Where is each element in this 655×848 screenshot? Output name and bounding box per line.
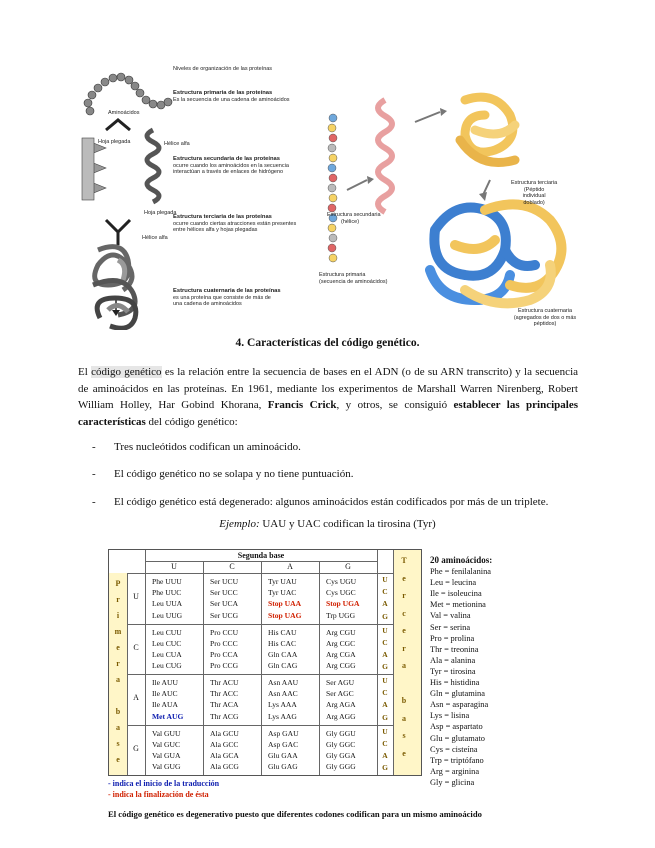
amino-acid-item: Gln = glutamina	[430, 689, 485, 699]
codon-cell: Arg CGG	[326, 661, 356, 671]
codon-cell: Stop UAA	[268, 599, 302, 609]
codon-cell: Leu UUA	[152, 599, 183, 609]
codon-cell: Cys UGC	[326, 588, 356, 598]
codon-cell: Ala GCA	[210, 750, 239, 760]
third-base-letter: G	[382, 662, 388, 672]
protein-3d-figure	[315, 80, 577, 335]
third-base-letter: U	[382, 575, 388, 584]
codon-cell: Leu CUC	[152, 638, 182, 648]
codon-cell: Arg AGA	[326, 700, 356, 710]
third-base-letter: C	[382, 738, 388, 748]
hoja-plegada-label-2: Hoja plegada	[144, 210, 177, 216]
grid-line	[145, 550, 146, 775]
amino-acid-item: Cys = cisteína	[430, 744, 478, 754]
codon-cell: Asp GAC	[268, 739, 299, 749]
grid-line	[203, 561, 204, 775]
helice-alfa-label: Hélice alfa	[164, 141, 190, 147]
third-base-letter: A	[382, 649, 388, 659]
primera-base-letter: e	[116, 755, 120, 764]
amino-acid-item: Asn = asparagina	[430, 700, 489, 710]
codon-cell: Ala GCC	[210, 739, 239, 749]
amino-acid-list-title: 20 aminoácidos:	[430, 555, 493, 565]
codon-cell: Arg CGU	[326, 627, 356, 637]
amino-acid-item: Val = valina	[430, 611, 471, 621]
codon-cell: Thr ACG	[210, 711, 239, 721]
codon-cell: Gly GGA	[326, 750, 356, 760]
third-base-letter: G	[382, 763, 388, 773]
primera-base-letter: P	[115, 579, 121, 588]
grid-line	[319, 561, 320, 775]
codon-cell: Asn AAC	[268, 689, 298, 699]
codon-cell: Gly GGU	[326, 728, 356, 738]
amino-acid-item: Ala = alanina	[430, 655, 476, 665]
amino-acid-item: Met = metionina	[430, 600, 486, 610]
third-base-letter: A	[382, 750, 388, 760]
r-terciaria-label: Estructura terciaria (Péptido individual doblado)	[511, 180, 558, 206]
first-base-row: C	[133, 642, 139, 652]
tercera-base-letter: e	[402, 573, 406, 583]
tercera-base-letter: r	[402, 591, 406, 600]
third-base-letter: C	[382, 637, 388, 647]
codon-cell: Stop UAG	[268, 610, 302, 620]
protein-3d-illustration	[315, 80, 577, 335]
amino-acid-item: Thr = treonina	[430, 644, 479, 654]
protein-levels-figure	[78, 60, 308, 330]
third-base-letter: G	[382, 611, 388, 621]
codon-cell: Gln CAA	[268, 649, 298, 659]
tercera-base-letter: a	[402, 713, 406, 723]
tercera-base-letter: T	[401, 556, 407, 565]
codon-cell: His CAU	[268, 627, 297, 637]
codon-cell: Thr ACA	[210, 700, 239, 710]
alpha-helix-icon	[147, 130, 159, 202]
codon-cell: His CAC	[268, 638, 297, 648]
codon-cell: Ile AUA	[152, 700, 178, 710]
codon-cell: Pro CCC	[210, 638, 238, 648]
codon-cell: Ser UCU	[210, 577, 239, 586]
primera-base-letter: a	[116, 723, 120, 732]
codon-cell: Ile AUC	[152, 689, 178, 699]
amino-acid-item: Glu = glutamato	[430, 733, 485, 743]
r-secundaria-label: Estructura secundaria (hélice)	[327, 212, 381, 225]
tercera-base-letter: r	[402, 643, 406, 653]
first-base-row: U	[133, 592, 139, 602]
codon-cell: Thr ACU	[210, 678, 239, 687]
r-cuaternaria-label: Estructura cuaternaria (agregados de dos o más péptidos)	[513, 308, 577, 327]
amino-acid-item: Phe = fenilalanina	[430, 567, 492, 577]
quaternary-label: Estructura cuaternaria de las proteínas es una proteína que consiste de más de una cadena de aminoácidos	[173, 288, 281, 307]
third-base-letter: A	[382, 599, 388, 609]
codon-cell: Ser AGU	[326, 678, 355, 687]
primera-base-letter: r	[116, 659, 120, 668]
codon-cell: Tyr UAU	[268, 577, 297, 586]
amino-acid-item: Arg = arginina	[430, 766, 480, 776]
third-base-letter: A	[382, 700, 388, 710]
segunda-base-label: Segunda base	[237, 551, 285, 560]
third-base-letter: G	[382, 712, 388, 722]
codon-cell: Ser UCA	[210, 599, 239, 609]
example-line: Ejemplo: UAU y UAC codifican la tirosina (Tyr)	[219, 518, 436, 530]
codon-cell: Leu CUA	[152, 649, 182, 659]
table-caption: El código genético es degenerativo puesto que diferentes codones codifican para un mismo aminoácido	[108, 809, 482, 819]
first-base-row: G	[133, 743, 139, 753]
codon-cell: Arg AGG	[326, 711, 356, 721]
first-base-row: A	[133, 693, 139, 703]
primera-base-letter: i	[116, 611, 120, 620]
second-base-col: U	[171, 562, 177, 571]
legend-start: - indica el inicio de la traducción	[108, 779, 220, 788]
highlighted-term[interactable]: código genético	[91, 366, 162, 378]
grid-line	[109, 573, 421, 574]
amino-acid-item: Tyr = tirosina	[430, 666, 476, 676]
codon-cell: Thr ACC	[210, 689, 239, 699]
bullet-item: - El código genético está degenerado: algunos aminoácidos están codificados por más de un triplete.	[92, 496, 549, 508]
primera-base-letter: a	[116, 675, 120, 684]
codon-cell: Gly GGG	[326, 762, 356, 772]
codon-cell: Pro CCU	[210, 627, 239, 637]
primera-base-letter: b	[115, 707, 121, 716]
amino-acid-item: Leu = leucina	[430, 578, 477, 588]
helice-alfa-label-2: Hélice alfa	[142, 235, 168, 241]
codon-cell: Leu CUG	[152, 661, 182, 671]
tercera-base-letter: c	[402, 608, 406, 618]
second-base-col: A	[287, 562, 293, 571]
amino-acid-list	[430, 555, 492, 788]
third-base-letter: U	[382, 726, 388, 736]
tercera-base-letter: b	[401, 696, 407, 705]
codon-cell: Asn AAU	[268, 678, 299, 687]
third-base-letter: C	[382, 587, 388, 597]
codon-cell: Gln CAG	[268, 661, 298, 671]
corner-blank	[109, 550, 145, 573]
codon-cell: Val GUC	[152, 739, 181, 749]
codon-cell: Lys AAG	[268, 711, 297, 721]
codon-cell: Arg CGC	[326, 638, 356, 648]
codon-cell: Ala GCG	[210, 762, 239, 772]
quaternary-blob-icon	[430, 204, 561, 303]
codon-cell: Phe UUC	[152, 588, 182, 598]
primary-chain-icon	[84, 73, 172, 115]
codon-cell: Arg CGA	[326, 649, 356, 659]
codon-cell: Glu GAA	[268, 750, 298, 760]
codon-cell: Pro CCG	[210, 661, 239, 671]
codon-cell: Ser UCC	[210, 588, 238, 598]
tercera-base-letter: e	[402, 748, 406, 758]
levels-title: Niveles de organización de las proteínas	[173, 66, 273, 72]
bullet-item: - El código genético no se solapa y no tiene puntuación.	[92, 468, 354, 480]
codon-cell: Ile AUU	[152, 678, 178, 687]
amino-acid-item: Lys = lisina	[430, 711, 470, 721]
codon-cell: Ala GCU	[210, 728, 239, 738]
quaternary-structure-icon	[93, 281, 136, 329]
legend-end: - indica la finalización de ésta	[108, 790, 209, 799]
bullet-item: - Tres nucleótidos codifican un aminoácido.	[92, 441, 301, 453]
primary-bead-column-icon	[328, 114, 337, 262]
primera-base-letter: r	[116, 595, 120, 604]
codon-cell: Val GUA	[152, 750, 181, 760]
grid-line	[261, 561, 262, 775]
primera-base-letter: s	[116, 739, 120, 748]
primera-base-letter: m	[114, 627, 122, 636]
hoja-plegada-label: Hoja plegada	[98, 139, 131, 145]
primary-label: Estructura primaria de las proteínas Es la secuencia de una cadena de aminoácidos	[173, 90, 290, 103]
third-base-letter: U	[382, 676, 388, 685]
amino-acid-item: Ser = serina	[430, 622, 471, 632]
codon-cell: Lys AAA	[268, 700, 297, 710]
primera-base-letter: e	[116, 643, 120, 652]
amino-acid-item: Asp = aspartato	[430, 722, 483, 732]
codon-cell: Val GUG	[152, 762, 181, 772]
amino-acid-item: Gly = glicina	[430, 777, 475, 787]
codon-cell: Ser AGC	[326, 689, 354, 699]
third-base-letter: U	[382, 625, 388, 635]
tercera-base-letter: s	[402, 731, 406, 740]
third-base-letter: C	[382, 688, 388, 698]
codon-cell: Pro CCA	[210, 649, 239, 659]
codon-cell: Trp UGG	[326, 610, 356, 620]
tercera-base-letter: a	[402, 661, 406, 670]
amino-acid-item: Trp = triptófano	[430, 755, 484, 765]
codon-cell: Tyr UAC	[268, 588, 297, 598]
grid-line	[127, 725, 393, 726]
amino-acid-item: Ile = isoleucina	[430, 589, 482, 599]
tercera-base-letter: e	[402, 626, 406, 635]
amino-acid-item: His = histidina	[430, 678, 480, 688]
codon-cell: Leu CUU	[152, 627, 182, 637]
r-primaria-label: Estructura primaria (secuencia de aminoácidos)	[319, 272, 388, 285]
codon-cell: Stop UGA	[326, 599, 360, 609]
codon-cell: Cys UGU	[326, 577, 357, 586]
codon-cell: Leu UUG	[152, 610, 183, 620]
aminoacidos-label: Aminoácidos	[108, 110, 140, 116]
second-base-col: G	[345, 562, 351, 571]
section-heading: 4. Características del código genético.	[235, 337, 420, 349]
codon-cell: Asp GAU	[268, 728, 299, 738]
grid-line	[377, 550, 378, 775]
secondary-label: Estructura secundaria de las proteínas ocurre cuando los aminoácidos en la secuencia interactúan a través de enlaces de hidrógeno	[173, 156, 289, 175]
codon-table	[108, 549, 422, 776]
intro-paragraph: El código genético es la relación entre la secuencia de bases en el ADN (o de su ARN transcrito) y la secuencia de aminoácidos en las proteínas. En 1961, mediante los experimentos de Marshall Warren Nirenberg, Robert William Holley, Har Gobind Khorana, Francis Crick, y otros, se consiguió establecer las principales características del código genético:	[78, 366, 579, 428]
tertiary-label: Estructura terciaria de las proteínas ocurre cuando ciertas atracciones están presentes entre hélices alfa y hojas plegadas	[173, 214, 297, 233]
codon-cell: Gly GGC	[326, 739, 356, 749]
codon-cell: Met AUG	[152, 711, 184, 721]
amino-acid-item: Pro = prolina	[430, 633, 475, 643]
codon-cell: Glu GAG	[268, 762, 298, 772]
second-base-col: C	[229, 562, 235, 571]
grid-line	[127, 674, 393, 675]
codon-cell: Ser UCG	[210, 610, 239, 620]
helix-icon	[378, 100, 392, 212]
beta-sheet-icon	[82, 138, 106, 200]
codon-cell: Val GUU	[152, 728, 181, 738]
codon-cell: Phe UUU	[152, 577, 182, 586]
tertiary-blob-icon	[460, 97, 515, 162]
grid-line	[127, 624, 393, 625]
